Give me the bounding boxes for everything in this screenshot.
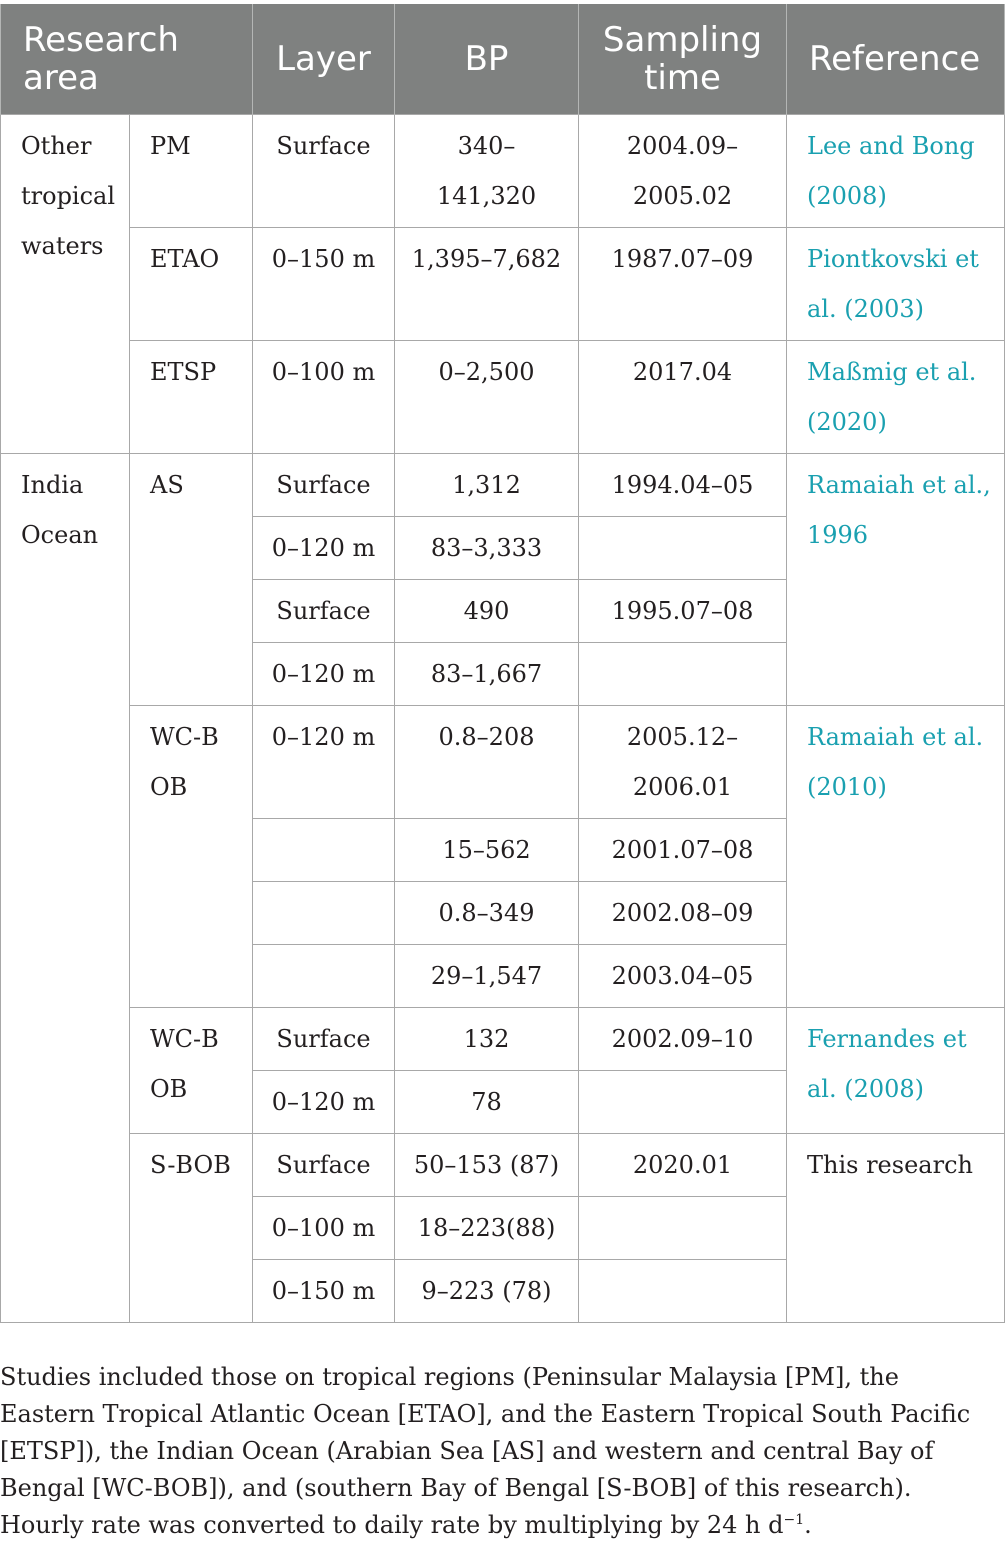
table-row <box>1 115 1005 228</box>
layer-cell: Surface <box>253 115 395 228</box>
bp-cell: 83–3,333 <box>395 517 579 580</box>
site-cell: PM <box>130 115 253 228</box>
table-row <box>1 341 1005 454</box>
layer-cell <box>253 819 395 882</box>
sampling-time-cell: 2004.09–2005.02 <box>579 115 787 228</box>
bp-cell: 1,395–7,682 <box>395 228 579 341</box>
table-row <box>1 228 1005 341</box>
header-research-area: Research area <box>1 4 253 115</box>
sampling-time-cell <box>579 1260 787 1323</box>
bp-cell: 0.8–208 <box>395 706 579 819</box>
bp-cell: 18–223(88) <box>395 1197 579 1260</box>
layer-cell <box>253 945 395 1008</box>
table-row <box>1 1134 1005 1197</box>
bp-cell: 340–141,320 <box>395 115 579 228</box>
reference-link[interactable]: Piontkovski et al. (2003) <box>787 228 1005 341</box>
group-india-ocean: India Ocean <box>1 454 130 1323</box>
layer-cell: Surface <box>253 580 395 643</box>
layer-cell: 0–100 m <box>253 341 395 454</box>
bp-cell: 9–223 (78) <box>395 1260 579 1323</box>
bp-cell: 78 <box>395 1071 579 1134</box>
layer-cell: 0–120 m <box>253 1071 395 1134</box>
sampling-time-cell: 1995.07–08 <box>579 580 787 643</box>
bp-cell: 132 <box>395 1008 579 1071</box>
header-row <box>1 4 1005 115</box>
site-cell: WC-BOB <box>130 706 253 1008</box>
layer-cell: Surface <box>253 1134 395 1197</box>
reference-cell: This research <box>787 1134 1005 1323</box>
sampling-time-cell: 2002.08–09 <box>579 882 787 945</box>
layer-cell: Surface <box>253 1008 395 1071</box>
bp-cell: 83–1,667 <box>395 643 579 706</box>
reference-link[interactable]: Lee and Bong (2008) <box>787 115 1005 228</box>
table-row <box>1 454 1005 517</box>
table-row <box>1 706 1005 819</box>
layer-cell <box>253 882 395 945</box>
header-reference: Reference <box>787 4 1005 115</box>
bp-cell: 15–562 <box>395 819 579 882</box>
sampling-time-cell: 2020.01 <box>579 1134 787 1197</box>
layer-cell: 0–150 m <box>253 228 395 341</box>
sampling-time-cell <box>579 1197 787 1260</box>
footnote-superscript: −1 <box>783 1512 805 1528</box>
footnote-text: Studies included those on tropical regions (Peninsular Malaysia [PM], the Eastern Tropical Atlantic Ocean [ETAO], and the Eastern Tropical South Pacific [ETSP]), the Indian Ocean (Arabian Sea [AS] and western and central Bay of Bengal [WC-BOB]), and (southern Bay of Bengal [S-BOB] of this research). Hourly rate was converted to daily rate by multiplying by 24 h d <box>0 1363 971 1539</box>
sampling-time-cell: 2003.04–05 <box>579 945 787 1008</box>
layer-cell: 0–120 m <box>253 643 395 706</box>
layer-cell: 0–100 m <box>253 1197 395 1260</box>
bp-cell: 50–153 (87) <box>395 1134 579 1197</box>
reference-link[interactable]: Fernandes et al. (2008) <box>787 1008 1005 1134</box>
sampling-time-cell: 1994.04–05 <box>579 454 787 517</box>
sampling-time-cell <box>579 643 787 706</box>
table-footnote <box>0 1359 990 1544</box>
site-cell: AS <box>130 454 253 706</box>
site-cell: ETAO <box>130 228 253 341</box>
bp-cell: 1,312 <box>395 454 579 517</box>
reference-link[interactable]: Ramaiah et al. (2010) <box>787 706 1005 1008</box>
bp-cell: 0–2,500 <box>395 341 579 454</box>
site-cell: ETSP <box>130 341 253 454</box>
reference-link[interactable]: Maßmig et al. (2020) <box>787 341 1005 454</box>
group-other-tropical-waters: Other tropical waters <box>1 115 130 454</box>
sampling-time-cell <box>579 517 787 580</box>
footnote-end: . <box>804 1511 812 1539</box>
bp-cell: 490 <box>395 580 579 643</box>
site-cell: S-BOB <box>130 1134 253 1323</box>
header-sampling-time: Sampling time <box>579 4 787 115</box>
sampling-time-cell <box>579 1071 787 1134</box>
bacterial-production-table <box>0 4 1005 1323</box>
layer-cell: Surface <box>253 454 395 517</box>
bp-cell: 0.8–349 <box>395 882 579 945</box>
header-bp: BP <box>395 4 579 115</box>
sampling-time-cell: 2017.04 <box>579 341 787 454</box>
bp-cell: 29–1,547 <box>395 945 579 1008</box>
sampling-time-cell: 2001.07–08 <box>579 819 787 882</box>
sampling-time-cell: 1987.07–09 <box>579 228 787 341</box>
layer-cell: 0–120 m <box>253 517 395 580</box>
site-cell: WC-BOB <box>130 1008 253 1134</box>
sampling-time-cell: 2005.12–2006.01 <box>579 706 787 819</box>
reference-link[interactable]: Ramaiah et al., 1996 <box>787 454 1005 706</box>
sampling-time-cell: 2002.09–10 <box>579 1008 787 1071</box>
header-layer: Layer <box>253 4 395 115</box>
layer-cell: 0–150 m <box>253 1260 395 1323</box>
table-row <box>1 1008 1005 1071</box>
layer-cell: 0–120 m <box>253 706 395 819</box>
